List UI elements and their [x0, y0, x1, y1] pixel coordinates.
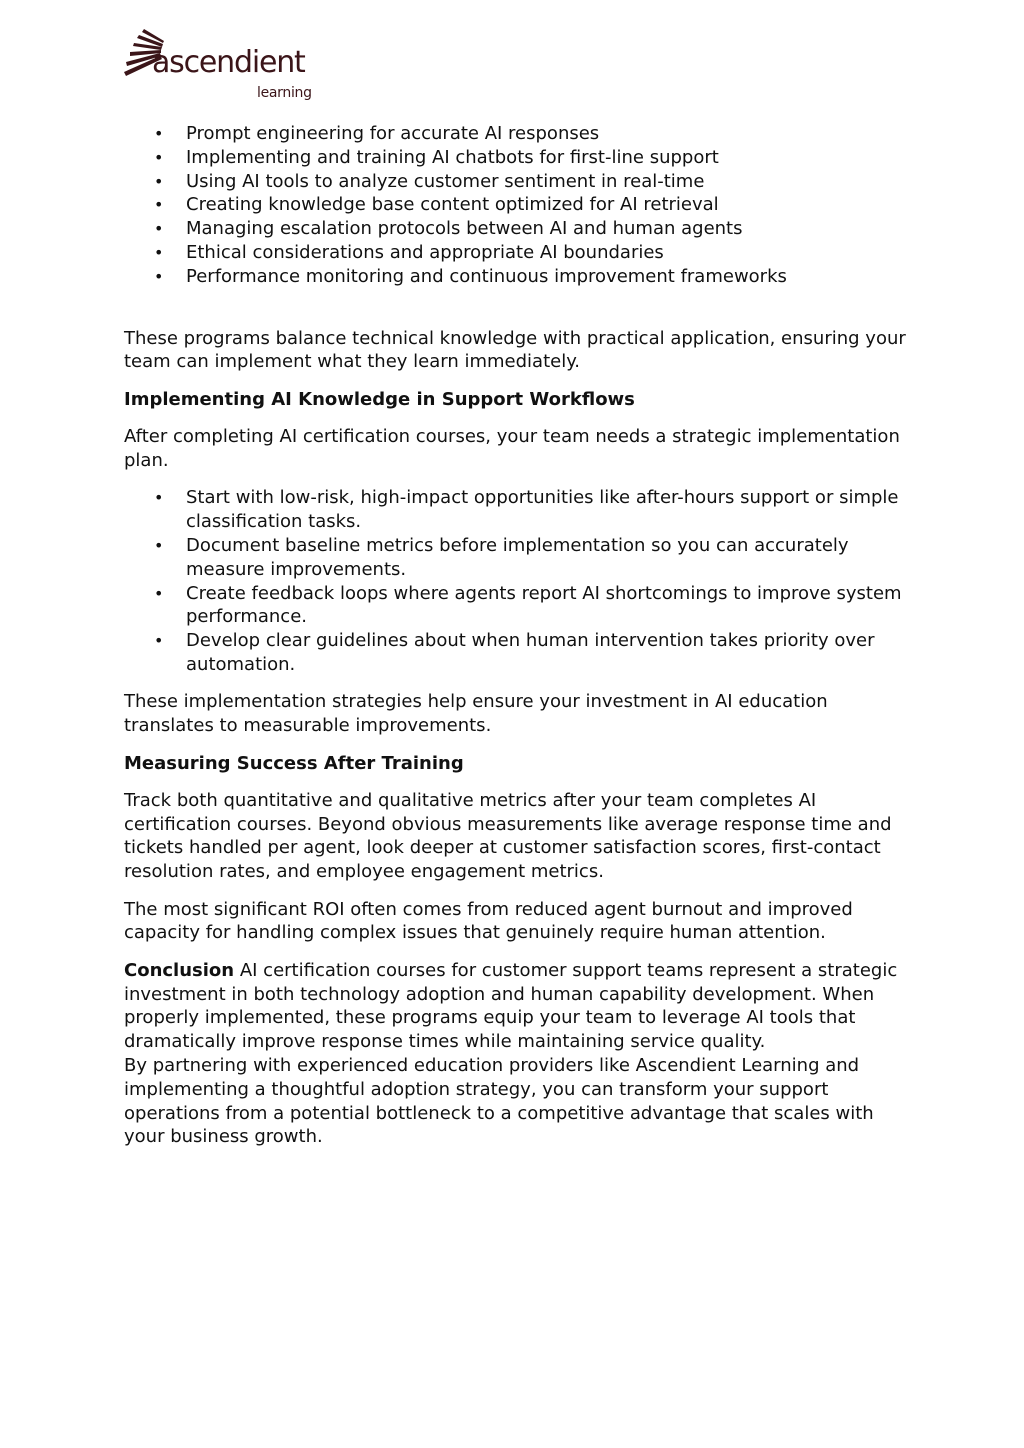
- list-item-text: Document baseline metrics before implementation so you can accurately measure improvements.: [186, 534, 849, 580]
- list-item: [124, 170, 914, 194]
- bullet-icon: •: [154, 535, 164, 555]
- bullet-icon: •: [154, 195, 164, 215]
- section-heading-measuring: Measuring Success After Training: [124, 752, 464, 774]
- list-item: [124, 146, 914, 170]
- bullet-icon: •: [154, 631, 164, 651]
- list-item-text: Develop clear guidelines about when human intervention takes priority over automation.: [186, 630, 875, 675]
- paragraph-partnering: By partnering with experienced education providers like Ascendient Learning and implementing a thoughtful adoption strategy, you can transform your support operations from a potential bottleneck to a competitive advantage that scales with your business growth.: [124, 1055, 874, 1148]
- list-item: [124, 534, 914, 582]
- logo-wordmark: ascendient: [152, 45, 305, 80]
- paragraph-conclusion: [124, 959, 914, 1054]
- list-item: [124, 122, 914, 146]
- list-item: [124, 241, 914, 265]
- paragraph-track-metrics: Track both quantitative and qualitative metrics after your team completes AI certification courses. Beyond obvious measurements like average response time and tickets handled per agent, look deeper at customer satisfaction scores, first-contact resolution rates, and employee engagement metrics.: [124, 789, 892, 883]
- logo-subtitle: learning: [257, 85, 312, 101]
- paragraph-strategies: These implementation strategies help ensure your investment in AI education translates to measurable improvements.: [124, 691, 828, 737]
- ascendient-logo: [122, 26, 322, 106]
- section-heading-implementing: Implementing AI Knowledge in Support Workflows: [124, 388, 635, 410]
- list-item-text: Start with low-risk, high-impact opportunities like after-hours support or simple classification tasks.: [186, 487, 899, 533]
- bullet-icon: •: [154, 124, 164, 143]
- conclusion-text: AI certification courses for customer support teams represent a strategic investment in both technology adoption and human capability development. When properly implemented, these programs equip your team to leverage AI tools that dramatically improve response times while maintaining service quality.: [124, 959, 898, 1053]
- bullet-icon: •: [154, 171, 164, 191]
- paragraph-roi: The most significant ROI often comes from reduced agent burnout and improved capacity for handling complex issues that genuinely require human attention.: [124, 898, 853, 944]
- list-item-text: Implementing and training AI chatbots for first-line support: [186, 146, 719, 168]
- paragraph-balance: These programs balance technical knowledge with practical application, ensuring your team can implement what they learn immediately.: [124, 327, 906, 373]
- bullet-icon: •: [154, 583, 164, 603]
- article-body: [124, 122, 914, 1149]
- list-item: [124, 265, 914, 289]
- bullet-icon: •: [154, 266, 164, 286]
- list-item-text: Create feedback loops where agents report AI shortcomings to improve system performance.: [186, 582, 902, 628]
- paragraph-after-completing: After completing AI certification courses, your team needs a strategic implementation plan.: [124, 426, 900, 471]
- bullet-icon: •: [154, 488, 164, 508]
- bullet-icon: •: [154, 147, 164, 167]
- list-item: [124, 629, 914, 677]
- bullet-icon: •: [154, 219, 164, 239]
- bullet-icon: •: [154, 242, 164, 262]
- list-item-text: Using AI tools to analyze customer sentiment in real-time: [186, 170, 705, 192]
- list-item-text: Managing escalation protocols between AI and human agents: [186, 218, 743, 240]
- list-item: [124, 582, 914, 630]
- list-item-text: Creating knowledge base content optimized for AI retrieval: [186, 194, 719, 216]
- list-item-text: Prompt engineering for accurate AI responses: [186, 123, 600, 144]
- conclusion-label: Conclusion: [124, 959, 235, 981]
- list-item-text: Performance monitoring and continuous improvement frameworks: [186, 265, 787, 287]
- list-item: [124, 217, 914, 241]
- skills-list: [124, 122, 914, 289]
- list-item: [124, 486, 914, 534]
- implementation-list: [124, 486, 914, 676]
- list-item-text: Ethical considerations and appropriate AI boundaries: [186, 241, 664, 263]
- list-item: [124, 193, 914, 217]
